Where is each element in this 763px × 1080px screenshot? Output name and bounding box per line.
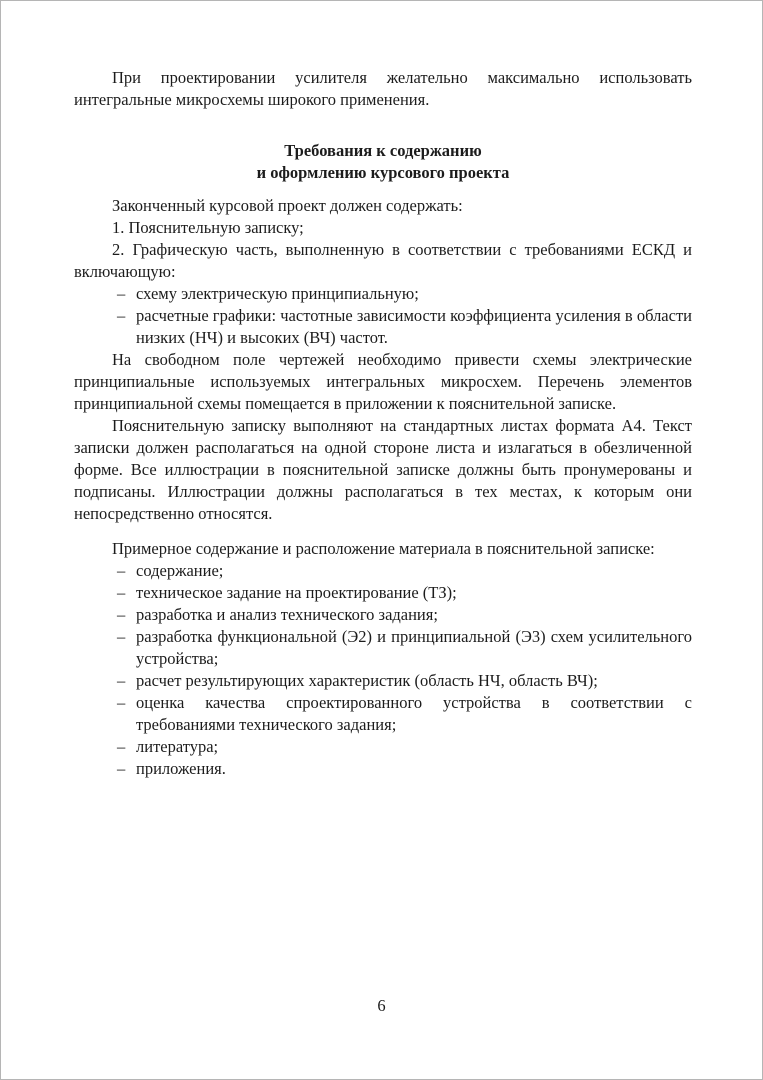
dash-marker: – (117, 693, 126, 712)
dash-marker: – (117, 737, 126, 756)
paragraph-contain: Законченный курсовой проект должен содержать: (112, 196, 463, 215)
heading-line-2: и оформлению курсового проекта (256, 163, 510, 182)
numbered-item-1: 1. Пояснительную записку; (112, 218, 304, 237)
list-item (74, 604, 692, 626)
dash-marker: – (117, 284, 126, 303)
dash-marker: – (117, 561, 126, 580)
section-heading (74, 140, 692, 184)
list-item-text: расчет результирующих характеристик (область НЧ, область ВЧ); (136, 671, 598, 690)
dash-list-contents (74, 560, 692, 780)
heading-line-1: Требования к содержанию (284, 141, 482, 160)
list-item-text: разработка и анализ технического задания; (136, 605, 438, 624)
dash-marker: – (117, 306, 126, 325)
paragraph-note: Пояснительную записку выполняют на стандартных листах формата А4. Текст записки должен располагаться на одной стороне листа и излагаться в обезличенной форме. Все иллюстрации в пояснительной записке должны быть пронумерованы и подписаны. Иллюстрации должны располагаться в тех местах, к которым они непосредственно относятся. (74, 416, 692, 523)
list-item-text: разработка функциональной (Э2) и принципиальной (Э3) схем усилительного устройства; (136, 627, 692, 668)
list-item (74, 582, 692, 604)
list-item-text: литература; (136, 737, 219, 756)
dash-marker: – (117, 759, 126, 778)
list-item-text: расчетные графики: частотные зависимости коэффициента усиления в области низких (НЧ) и высоких (ВЧ) частот. (136, 306, 692, 347)
list-item (74, 670, 692, 692)
list-item (74, 560, 692, 582)
page-number: 6 (377, 996, 386, 1015)
numbered-item-2: 2. Графическую часть, выполненную в соответствии с требованиями ЕСКД и включающую: (74, 240, 692, 281)
dash-marker: – (117, 605, 126, 624)
dash-marker: – (117, 671, 126, 690)
list-item (74, 692, 692, 736)
list-item (74, 758, 692, 780)
list-item-text: содержание; (136, 561, 224, 580)
list-item-text: техническое задание на проектирование (ТЗ); (136, 583, 457, 602)
list-item-text: оценка качества спроектированного устройства в соответствии с требованиями технического задания; (136, 693, 692, 734)
dash-list-graphics (74, 283, 692, 349)
dash-marker: – (117, 583, 126, 602)
list-item (74, 283, 692, 305)
page-content (74, 67, 692, 780)
list-item-text: схему электрическую принципиальную; (136, 284, 419, 303)
list-item (74, 626, 692, 670)
dash-marker: – (117, 627, 126, 646)
list-item-text: приложения. (136, 759, 226, 778)
list-item (74, 736, 692, 758)
paragraph-example: Примерное содержание и расположение материала в пояснительной записке: (112, 539, 655, 558)
paragraph-intro: При проектировании усилителя желательно максимально использовать интегральные микросхемы широкого применения. (74, 68, 692, 109)
paragraph-field: На свободном поле чертежей необходимо привести схемы электрические принципиальные используемых интегральных микросхем. Перечень элементов принципиальной схемы помещается в приложении к пояснительной записке. (74, 350, 692, 413)
list-item (74, 305, 692, 349)
